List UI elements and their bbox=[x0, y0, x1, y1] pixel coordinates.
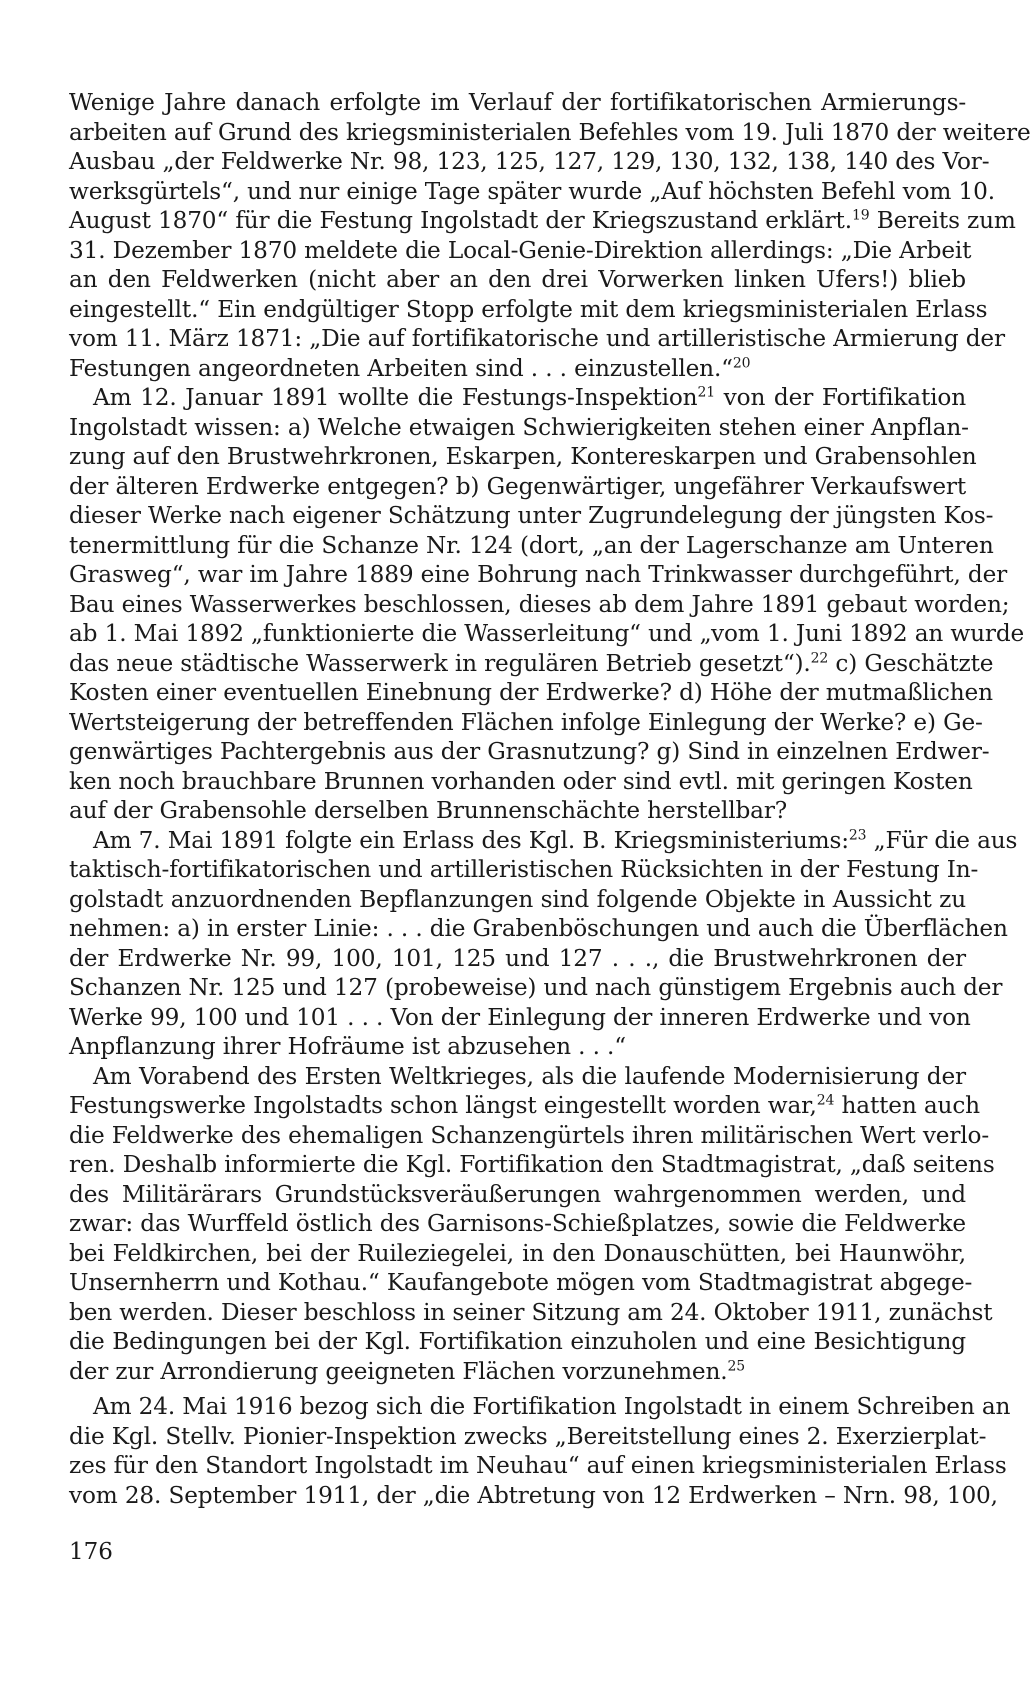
text-line: die Bedingungen bei der Kgl. Fortifikation einzuholen und eine Besichtigung bbox=[69, 1328, 966, 1355]
text-line: die Feldwerke des ehemaligen Schanzengürtels ihren militärischen Wert verlo- bbox=[69, 1121, 990, 1149]
text-line: Am 12. Januar 1891 wollte die Festungs-Inspektion$^{21}$ von der Fortifikation bbox=[93, 384, 966, 411]
text-line: zwar: das Wurffeld östlich des Garnisons-Schießplatzes, sowie die Feldwerke bbox=[69, 1210, 966, 1237]
text-line: der älteren Erdwerke entgegen? b) Gegenwärtiger, ungefährer Verkaufswert bbox=[69, 472, 966, 500]
text-line: Schanzen Nr. 125 und 127 (probeweise) und nach günstigem Ergebnis auch der bbox=[69, 974, 1003, 1001]
text-line: Kosten einer eventuellen Einebnung der Erdwerke? d) Höhe der mutmaßlichen bbox=[69, 679, 993, 706]
text-line: taktisch-fortifikatorischen und artilleristischen Rücksichten in der Festung In- bbox=[69, 856, 979, 883]
text-line: Werke 99, 100 und 101 . . . Von der Einlegung der inneren Erdwerke und von bbox=[69, 1003, 971, 1031]
text-line: vom 28. September 1911, der „die Abtretung von 12 Erdwerken – Nrn. 98, 100, bbox=[69, 1481, 998, 1509]
text-line: tenermittlung für die Schanze Nr. 124 (dort, „an der Lagerschanze am Unteren bbox=[69, 531, 994, 559]
text-line: ab 1. Mai 1892 „funktionierte die Wasserleitung“ und „vom 1. Juni 1892 an wurde bbox=[69, 620, 1025, 647]
text-line: Festungen angeordneten Arbeiten sind . . . einzustellen.“$^{20}$ bbox=[69, 354, 751, 382]
text-line: bei Feldkirchen, bei der Ruileziegelei, in den Donauschütten, bei Haunwöhr, bbox=[69, 1239, 966, 1267]
text-line: Grasweg“, war im Jahre 1889 eine Bohrung nach Trinkwasser durchgeführt, der bbox=[69, 561, 1008, 588]
text-line: vom 11. März 1871: „Die auf fortifikatorische und artilleristische Armierung der bbox=[69, 325, 1005, 352]
paragraph bbox=[69, 88, 1031, 383]
text-line: Wenige Jahre danach erfolgte im Verlauf der fortifikatorischen Armierungs- bbox=[69, 89, 966, 116]
text-line: ken noch brauchbare Brunnen vorhanden oder sind evtl. mit geringen Kosten bbox=[69, 767, 973, 795]
text-line: das neue städtische Wasserwerk in regulären Betrieb gesetzt“).$^{22}$ c) Geschätzte bbox=[69, 649, 994, 677]
text-line: Am 7. Mai 1891 folgte ein Erlass des Kgl. B. Kriegsministeriums:$^{23}$ „Für die aus bbox=[93, 826, 1018, 854]
text-line: ben werden. Dieser beschloss in seiner Sitzung am 24. Oktober 1911, zunächst bbox=[69, 1298, 993, 1326]
text-line: zung auf den Brustwehrkronen, Eskarpen, Kontereskarpen und Grabensohlen bbox=[69, 443, 977, 470]
text-line: Am Vorabend des Ersten Weltkrieges, als die laufende Modernisierung der bbox=[93, 1062, 966, 1090]
text-line: Ingolstadt wissen: a) Welche etwaigen Schwierigkeiten stehen einer Anpflan- bbox=[69, 413, 969, 441]
text-line: Wertsteigerung der betreffenden Flächen infolge Einlegung der Werke? e) Ge- bbox=[69, 708, 983, 736]
text-line: werksgürtels“, und nur einige Tage später wurde „Auf höchsten Befehl vom 10. bbox=[69, 177, 995, 205]
text-line: eingestellt.“ Ein endgültiger Stopp erfolgte mit dem kriegsministerialen Erlass bbox=[69, 295, 988, 323]
paragraph bbox=[69, 1062, 995, 1387]
text-line: der Erdwerke Nr. 99, 100, 101, 125 und 127 . . ., die Brustwehrkronen der bbox=[69, 944, 966, 972]
text-line: golstadt anzuordnenden Bepflanzungen sind folgende Objekte in Aussicht zu bbox=[69, 885, 966, 913]
footnote-marker: 22 bbox=[810, 649, 829, 666]
text-line: Am 24. Mai 1916 bezog sich die Fortifikation Ingolstadt in einem Schreiben an bbox=[93, 1393, 1011, 1420]
footnote-marker: 20 bbox=[732, 354, 751, 371]
text-line: dieser Werke nach eigener Schätzung unter Zugrundelegung der jüngsten Kos- bbox=[69, 502, 994, 529]
text-line: arbeiten auf Grund des kriegsministerialen Befehles vom 19. Juli 1870 der weitere bbox=[69, 118, 1031, 146]
page-number: 176 bbox=[69, 1539, 113, 1565]
text-line: Ausbau „der Feldwerke Nr. 98, 123, 125, 127, 129, 130, 132, 138, 140 des Vor- bbox=[69, 148, 990, 175]
footnote-marker: 25 bbox=[727, 1357, 746, 1374]
text-line: der zur Arrondierung geeigneten Flächen vorzunehmen.$^{25}$ bbox=[69, 1357, 746, 1385]
text-line: an den Feldwerken (nicht aber an den drei Vorwerken linken Ufers!) blieb bbox=[69, 266, 966, 293]
text-line: nehmen: a) in erster Linie: . . . die Grabenböschungen und auch die Überflächen bbox=[69, 915, 1008, 942]
body-text bbox=[69, 88, 1031, 1510]
footnote-marker: 23 bbox=[848, 826, 867, 843]
footnote-marker: 24 bbox=[816, 1092, 835, 1109]
text-line: ren. Deshalb informierte die Kgl. Fortifikation den Stadtmagistrat, „daß seitens bbox=[69, 1151, 995, 1178]
text-line: des Militärärars Grundstücksveräußerungen wahrgenommen werden, und bbox=[69, 1180, 966, 1208]
paragraph bbox=[69, 1392, 1011, 1510]
paragraph bbox=[69, 383, 1025, 826]
text-line: Unsernherrn und Kothau.“ Kaufangebote mögen vom Stadtmagistrat abgege- bbox=[69, 1269, 973, 1296]
text-line: zes für den Standort Ingolstadt im Neuhau“ auf einen kriegsministerialen Erlass bbox=[69, 1452, 1007, 1479]
text-line: Festungswerke Ingolstadts schon längst eingestellt worden war,$^{24}$ hatten auch bbox=[69, 1092, 980, 1119]
text-line: auf der Grabensohle derselben Brunnenschächte herstellbar? bbox=[69, 797, 788, 824]
text-line: Anpflanzung ihrer Hofräume ist abzusehen . . .“ bbox=[69, 1033, 626, 1060]
text-line: 31. Dezember 1870 meldete die Local-Genie-Direktion allerdings: „Die Arbeit bbox=[69, 236, 972, 264]
paragraph bbox=[69, 826, 1018, 1062]
footnote-marker: 19 bbox=[851, 207, 870, 224]
footnote-marker: 21 bbox=[697, 384, 715, 401]
text-line: genwärtiges Pachtergebnis aus der Grasnutzung? g) Sind in einzelnen Erdwer- bbox=[69, 738, 990, 765]
text-line: Bau eines Wasserwerkes beschlossen, dieses ab dem Jahre 1891 gebaut worden; bbox=[69, 590, 1010, 618]
text-line: die Kgl. Stellv. Pionier-Inspektion zwecks „Bereitstellung eines 2. Exerzierplat- bbox=[69, 1422, 987, 1450]
text-line: August 1870“ für die Festung Ingolstadt der Kriegszustand erklärt.$^{19}$ Bereits zum bbox=[69, 207, 1016, 234]
